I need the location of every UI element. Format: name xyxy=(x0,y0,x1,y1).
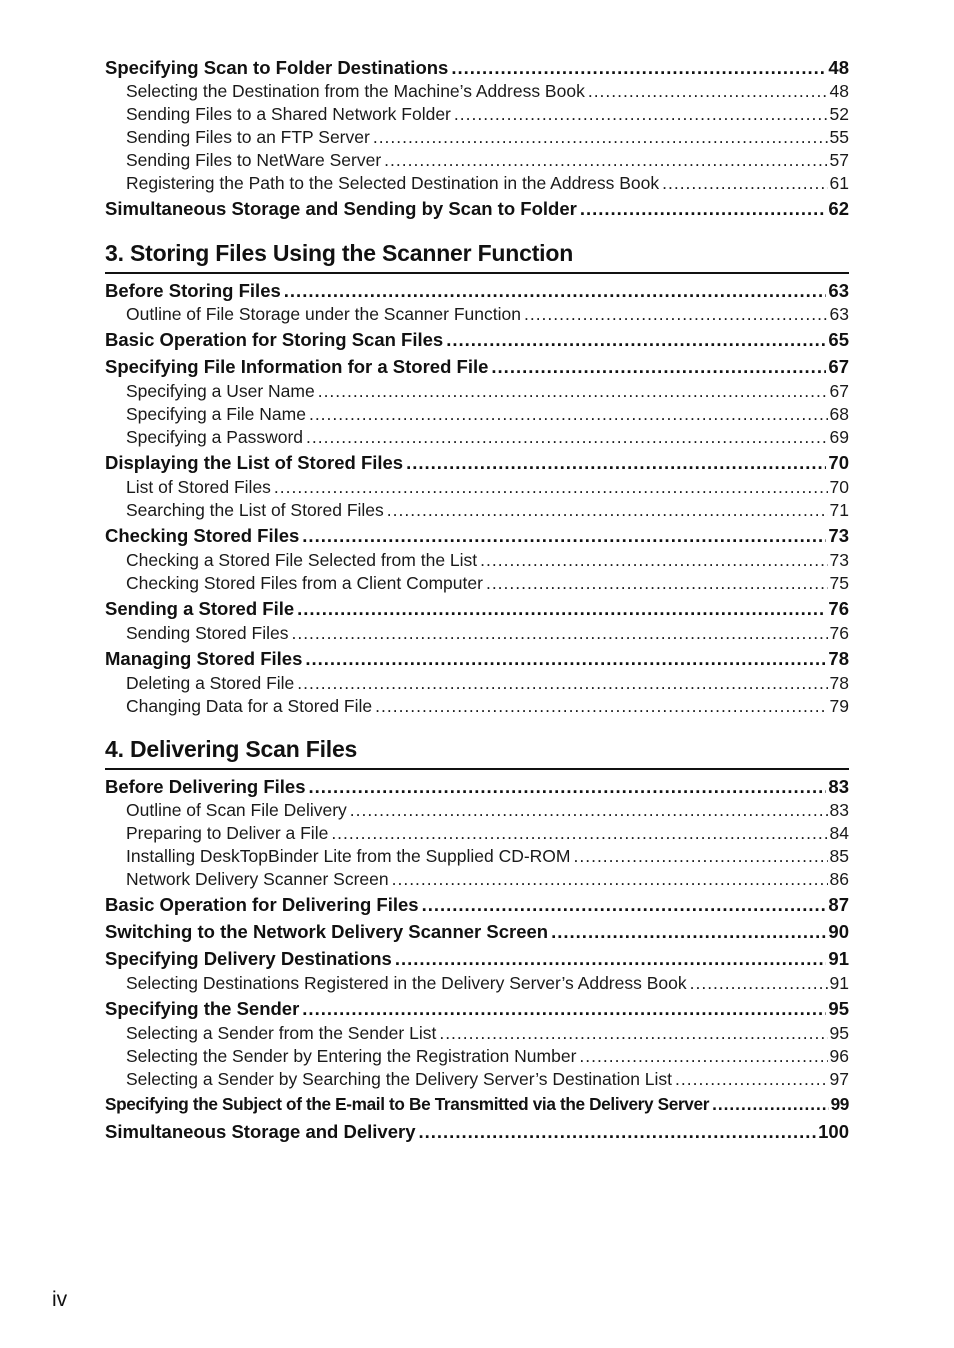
dot-leader xyxy=(305,645,826,672)
toc-entry-page: 99 xyxy=(830,1094,849,1114)
dot-leader xyxy=(384,149,827,172)
dot-leader xyxy=(375,695,827,718)
toc-subentry[interactable] xyxy=(105,303,849,326)
toc-entry-title: Selecting Destinations Registered in the Delivery Server’s Address Book xyxy=(126,973,687,993)
toc-entry-page: 67 xyxy=(829,381,849,401)
dot-leader xyxy=(439,1022,827,1045)
toc-entry-page: 57 xyxy=(829,150,849,170)
toc-subentry[interactable] xyxy=(105,622,849,645)
dot-leader xyxy=(331,822,827,845)
dot-leader xyxy=(373,126,828,149)
toc-entry[interactable] xyxy=(105,1091,849,1118)
dot-leader xyxy=(454,103,828,126)
toc-subentry[interactable] xyxy=(105,868,849,891)
toc-entry-title: Specifying the Subject of the E-mail to Be Transmitted via the Delivery Server xyxy=(105,1094,710,1114)
dot-leader xyxy=(306,426,827,449)
toc-entry-title: Checking Stored Files xyxy=(105,525,300,546)
toc-entry-page: 96 xyxy=(829,1046,849,1066)
toc-entry-page: 71 xyxy=(829,500,849,520)
chapter-heading: 3. Storing Files Using the Scanner Function xyxy=(105,234,849,274)
toc-entry-title: List of Stored Files xyxy=(126,477,271,497)
toc-entry-page: 78 xyxy=(829,673,849,693)
dot-leader xyxy=(318,380,828,403)
toc-entry[interactable] xyxy=(105,449,849,476)
toc-subentry[interactable] xyxy=(105,172,849,195)
toc-entry-page: 70 xyxy=(828,452,849,473)
toc-subentry[interactable] xyxy=(105,476,849,499)
toc-entry[interactable] xyxy=(105,891,849,918)
toc-entry-page: 90 xyxy=(828,921,849,942)
toc-subentry[interactable] xyxy=(105,845,849,868)
toc-entry-title: Checking a Stored File Selected from the List xyxy=(126,550,478,570)
toc-entry-page: 52 xyxy=(829,104,849,124)
toc-entry-page: 91 xyxy=(829,973,849,993)
toc-entry-title: Specifying Scan to Folder Destinations xyxy=(105,57,449,78)
toc-entry-title: Sending Stored Files xyxy=(126,623,289,643)
toc-subentry[interactable] xyxy=(105,103,849,126)
dot-leader xyxy=(297,595,826,622)
toc-entry-title: Deleting a Stored File xyxy=(126,673,295,693)
dot-leader xyxy=(406,449,826,476)
toc-entry[interactable] xyxy=(105,918,849,945)
toc-entry-title: Specifying a File Name xyxy=(126,404,306,424)
toc-entry-page: 97 xyxy=(829,1069,849,1089)
dot-leader xyxy=(675,1068,828,1091)
toc-entry-title: Network Delivery Scanner Screen xyxy=(126,869,389,889)
toc-entry-page: 76 xyxy=(829,623,849,643)
toc-subentry[interactable] xyxy=(105,549,849,572)
toc-entry-title: Before Delivering Files xyxy=(105,776,306,797)
dot-leader xyxy=(274,476,828,499)
toc-entry-title: Installing DeskTopBinder Lite from the Supplied CD-ROM xyxy=(126,846,571,866)
toc-subentry[interactable] xyxy=(105,1045,849,1068)
toc-entry[interactable] xyxy=(105,279,849,303)
toc-entry[interactable] xyxy=(105,775,849,799)
toc-entry-title: Outline of Scan File Delivery xyxy=(126,800,347,820)
toc-subentry[interactable] xyxy=(105,672,849,695)
toc-subentry[interactable] xyxy=(105,403,849,426)
toc-entry-page: 63 xyxy=(828,280,849,301)
toc-entry-page: 55 xyxy=(829,127,849,147)
toc-entry-title: Preparing to Deliver a File xyxy=(126,823,329,843)
dot-leader xyxy=(302,995,826,1022)
toc-entry-title: Selecting the Destination from the Machine’s Address Book xyxy=(126,81,585,101)
toc-entry-title: Displaying the List of Stored Files xyxy=(105,452,404,473)
dot-leader xyxy=(302,522,826,549)
dot-leader xyxy=(297,672,827,695)
toc-entry-page: 83 xyxy=(829,800,849,820)
toc-entry-title: Sending a Stored File xyxy=(105,598,295,619)
dot-leader xyxy=(712,1091,829,1118)
toc-entry-title: Specifying a Password xyxy=(126,427,304,447)
toc-subentry[interactable] xyxy=(105,1022,849,1045)
toc-entry-page: 85 xyxy=(829,846,849,866)
toc-entry-title: Sending Files to NetWare Server xyxy=(126,150,382,170)
toc-entry-page: 100 xyxy=(818,1121,849,1142)
toc-entry-title: Searching the List of Stored Files xyxy=(126,500,384,520)
toc-entry-page: 78 xyxy=(828,648,849,669)
toc-subentry[interactable] xyxy=(105,426,849,449)
toc-entry[interactable] xyxy=(105,595,849,622)
dot-leader xyxy=(486,572,828,595)
dot-leader xyxy=(308,775,826,799)
toc-subentry[interactable] xyxy=(105,822,849,845)
toc-subentry[interactable] xyxy=(105,80,849,103)
dot-leader xyxy=(662,172,827,195)
dot-leader xyxy=(422,891,827,918)
toc-subentry[interactable] xyxy=(105,126,849,149)
toc-entry[interactable] xyxy=(105,353,849,380)
toc-entry[interactable] xyxy=(105,645,849,672)
toc-entry[interactable] xyxy=(105,522,849,549)
toc-subentry[interactable] xyxy=(105,149,849,172)
toc-entry-page: 79 xyxy=(829,696,849,716)
toc-entry-page: 48 xyxy=(829,81,849,101)
toc-entry-title: Simultaneous Storage and Sending by Scan to Folder xyxy=(105,198,577,219)
dot-leader xyxy=(690,972,828,995)
toc-entry-title: Switching to the Network Delivery Scanner Screen xyxy=(105,921,549,942)
dot-leader xyxy=(524,303,828,326)
toc-entry-page: 91 xyxy=(828,948,849,969)
dot-leader xyxy=(580,195,827,222)
toc-entry[interactable] xyxy=(105,995,849,1022)
toc-subentry[interactable] xyxy=(105,1068,849,1091)
toc-entry-page: 63 xyxy=(829,304,849,324)
toc-entry-title: Managing Stored Files xyxy=(105,648,303,669)
toc-entry-title: Specifying the Sender xyxy=(105,998,300,1019)
toc-entry-page: 48 xyxy=(828,57,849,78)
toc-entry-page: 61 xyxy=(829,173,849,193)
toc-entry-title: Basic Operation for Delivering Files xyxy=(105,894,419,915)
dot-leader xyxy=(491,353,826,380)
toc-subentry[interactable] xyxy=(105,799,849,822)
toc-entry-title: Selecting the Sender by Entering the Registration Number xyxy=(126,1046,577,1066)
toc-entry-page: 87 xyxy=(828,894,849,915)
dot-leader xyxy=(387,499,828,522)
toc-entry-title: Specifying a User Name xyxy=(126,381,315,401)
dot-leader xyxy=(446,326,826,353)
toc-entry-title: Before Storing Files xyxy=(105,280,281,301)
toc-entry-page: 65 xyxy=(828,329,849,350)
dot-leader xyxy=(574,845,828,868)
toc-entry[interactable] xyxy=(105,195,849,222)
dot-leader xyxy=(395,945,827,972)
toc-entry[interactable] xyxy=(105,56,849,80)
dot-leader xyxy=(588,80,828,103)
toc-entry-title: Registering the Path to the Selected Destination in the Address Book xyxy=(126,173,660,193)
dot-leader xyxy=(579,1045,827,1068)
toc-entry-page: 73 xyxy=(828,525,849,546)
dot-leader xyxy=(451,56,826,80)
toc-entry-page: 75 xyxy=(829,573,849,593)
toc-entry[interactable] xyxy=(105,1118,849,1145)
toc-entry-page: 95 xyxy=(828,998,849,1019)
toc-entry-title: Checking Stored Files from a Client Computer xyxy=(126,573,483,593)
toc-entry-page: 84 xyxy=(829,823,849,843)
toc-entry-page: 67 xyxy=(828,356,849,377)
toc-entry-page: 69 xyxy=(829,427,849,447)
toc-entry-title: Sending Files to an FTP Server xyxy=(126,127,370,147)
toc-entry-title: Selecting a Sender by Searching the Delivery Server’s Destination List xyxy=(126,1069,673,1089)
toc-entry-title: Outline of File Storage under the Scanner Function xyxy=(126,304,521,324)
toc-entry-title: Simultaneous Storage and Delivery xyxy=(105,1121,416,1142)
table-of-contents xyxy=(105,56,849,1145)
dot-leader xyxy=(284,279,827,303)
dot-leader xyxy=(418,1118,816,1145)
dot-leader xyxy=(392,868,828,891)
dot-leader xyxy=(350,799,828,822)
toc-entry-page: 83 xyxy=(828,776,849,797)
toc-entry-title: Basic Operation for Storing Scan Files xyxy=(105,329,444,350)
page-number: iv xyxy=(52,1288,68,1311)
chapter-heading: 4. Delivering Scan Files xyxy=(105,730,849,770)
toc-subentry[interactable] xyxy=(105,572,849,595)
dot-leader xyxy=(291,622,827,645)
toc-subentry[interactable] xyxy=(105,380,849,403)
toc-entry-page: 70 xyxy=(829,477,849,497)
toc-subentry[interactable] xyxy=(105,695,849,718)
toc-subentry[interactable] xyxy=(105,499,849,522)
toc-entry-title: Specifying File Information for a Stored File xyxy=(105,356,489,377)
toc-entry-title: Selecting a Sender from the Sender List xyxy=(126,1023,437,1043)
toc-entry[interactable] xyxy=(105,326,849,353)
dot-leader xyxy=(309,403,828,426)
toc-entry-page: 86 xyxy=(829,869,849,889)
dot-leader xyxy=(480,549,827,572)
toc-subentry[interactable] xyxy=(105,972,849,995)
toc-entry-page: 62 xyxy=(828,198,849,219)
toc-entry-page: 68 xyxy=(829,404,849,424)
toc-entry[interactable] xyxy=(105,945,849,972)
toc-entry-title: Sending Files to a Shared Network Folder xyxy=(126,104,451,124)
toc-entry-page: 73 xyxy=(829,550,849,570)
dot-leader xyxy=(551,918,826,945)
toc-entry-title: Specifying Delivery Destinations xyxy=(105,948,392,969)
toc-entry-page: 95 xyxy=(829,1023,849,1043)
toc-entry-page: 76 xyxy=(828,598,849,619)
toc-entry-title: Changing Data for a Stored File xyxy=(126,696,373,716)
